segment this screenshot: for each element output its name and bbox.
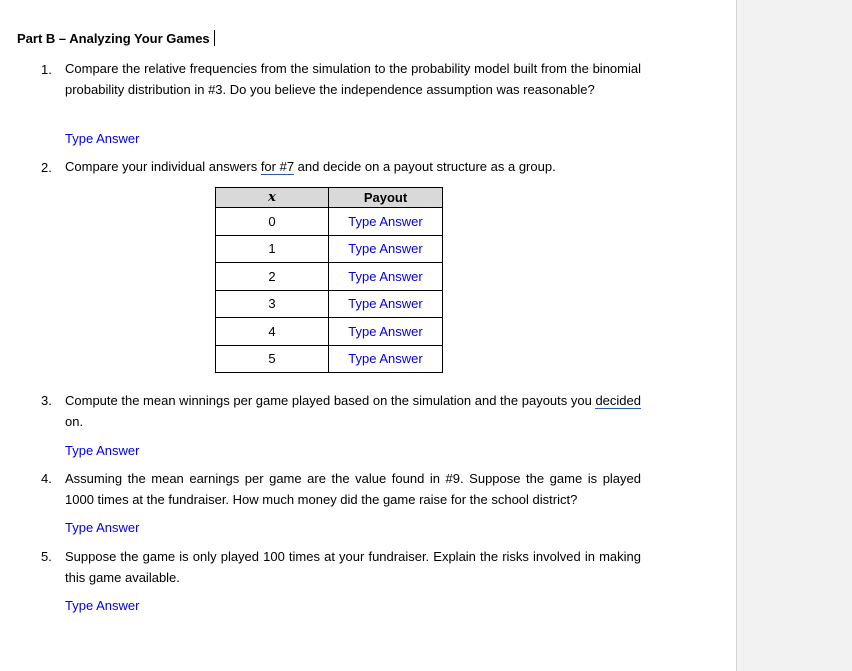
question-3-text: Compute the mean winnings per game played based on the simulation and the payouts you decided on. xyxy=(65,393,641,429)
grammar-flag[interactable]: decided xyxy=(595,393,641,408)
x-value-cell: 2 xyxy=(216,263,329,291)
question-1-number: 1. xyxy=(41,62,52,77)
question-1-answer-field[interactable]: Type Answer xyxy=(65,131,140,146)
side-pane xyxy=(736,0,852,671)
question-1-text: Compare the relative frequencies from the simulation to the probability model built from the binomial probability distribution in #3. Do you believe the independence assumption was reasonable? xyxy=(65,61,641,97)
table-row xyxy=(216,208,443,236)
payout-table xyxy=(215,187,443,373)
payout-answer-field[interactable]: Type Answer xyxy=(329,208,443,236)
question-2-text: Compare your individual answers for #7 and decide on a payout structure as a group. xyxy=(65,159,556,174)
question-4-answer-field[interactable]: Type Answer xyxy=(65,520,140,535)
question-4-text: Assuming the mean earnings per game are the value found in #9. Suppose the game is played 1000 times at the fundraiser. How much money did the game raise for the school district? xyxy=(65,471,641,507)
column-header-x: x xyxy=(216,188,329,208)
table-header-row xyxy=(216,188,443,208)
question-4-number: 4. xyxy=(41,471,52,486)
payout-answer-field[interactable]: Type Answer xyxy=(329,345,443,373)
payout-answer-field[interactable]: Type Answer xyxy=(329,290,443,318)
text-cursor xyxy=(214,30,215,46)
payout-answer-field[interactable]: Type Answer xyxy=(329,235,443,263)
table-row xyxy=(216,290,443,318)
section-heading[interactable]: Part B – Analyzing Your Games xyxy=(17,30,215,47)
x-value-cell: 4 xyxy=(216,318,329,346)
x-value-cell: 3 xyxy=(216,290,329,318)
x-value-cell: 0 xyxy=(216,208,329,236)
table-row xyxy=(216,345,443,373)
column-header-payout: Payout xyxy=(329,188,443,208)
payout-answer-field[interactable]: Type Answer xyxy=(329,263,443,291)
question-5-answer-field[interactable]: Type Answer xyxy=(65,598,140,613)
question-3-number: 3. xyxy=(41,393,52,408)
question-5-number: 5. xyxy=(41,549,52,564)
payout-answer-field[interactable]: Type Answer xyxy=(329,318,443,346)
table-row xyxy=(216,318,443,346)
x-value-cell: 1 xyxy=(216,235,329,263)
table-row xyxy=(216,263,443,291)
question-3-answer-field[interactable]: Type Answer xyxy=(65,443,140,458)
grammar-flag[interactable]: for #7 xyxy=(260,159,295,174)
question-2-number: 2. xyxy=(41,160,52,175)
x-value-cell: 5 xyxy=(216,345,329,373)
question-5-text: Suppose the game is only played 100 times at your fundraiser. Explain the risks involved in making this game available. xyxy=(65,549,641,585)
table-row xyxy=(216,235,443,263)
